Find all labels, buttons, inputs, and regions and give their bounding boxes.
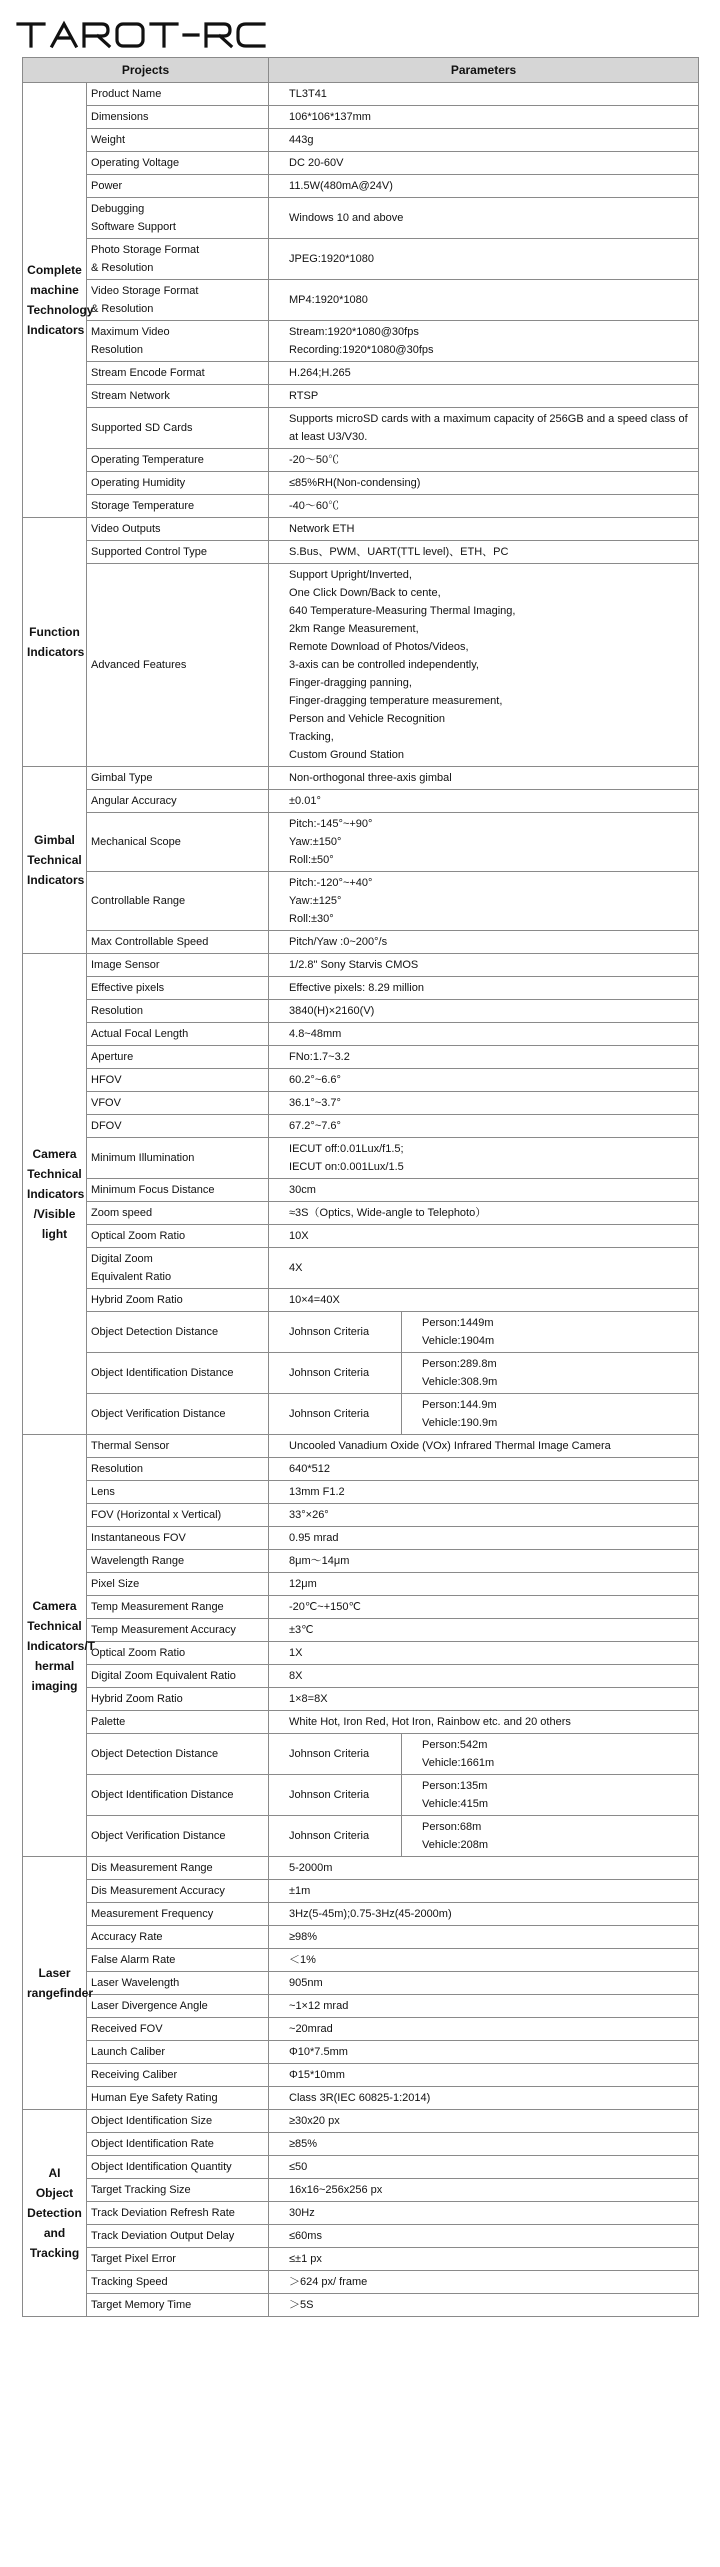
table-row — [23, 1481, 699, 1504]
table-row — [23, 2179, 699, 2202]
spec-criteria: Johnson Criteria — [269, 1353, 402, 1394]
spec-item: Lens — [87, 1481, 269, 1504]
table-row — [23, 2156, 699, 2179]
spec-value: ≤85%RH(Non-condensing) — [269, 472, 699, 495]
spec-value: 11.5W(480mA@24V) — [269, 175, 699, 198]
table-row — [23, 1775, 699, 1816]
spec-item: Effective pixels — [87, 977, 269, 1000]
spec-item: Dimensions — [87, 106, 269, 129]
table-row — [23, 1138, 699, 1179]
spec-value: 30Hz — [269, 2202, 699, 2225]
spec-item: Stream Encode Format — [87, 362, 269, 385]
table-row — [23, 106, 699, 129]
table-row — [23, 362, 699, 385]
spec-item: Hybrid Zoom Ratio — [87, 1289, 269, 1312]
table-row — [23, 1092, 699, 1115]
spec-value: 443g — [269, 129, 699, 152]
spec-value: -20～50℃ — [269, 449, 699, 472]
spec-value: ~1×12 mrad — [269, 1995, 699, 2018]
spec-value: DC 20-60V — [269, 152, 699, 175]
spec-criteria: Johnson Criteria — [269, 1816, 402, 1857]
table-row — [23, 408, 699, 449]
table-row — [23, 1816, 699, 1857]
spec-item: Palette — [87, 1711, 269, 1734]
spec-item: Laser Divergence Angle — [87, 1995, 269, 2018]
spec-item: Product Name — [87, 83, 269, 106]
spec-value: ＞5S — [269, 2294, 699, 2317]
table-row — [23, 2248, 699, 2271]
table-row — [23, 1000, 699, 1023]
spec-value: ≥85% — [269, 2133, 699, 2156]
table-row — [23, 1688, 699, 1711]
section-name: Laser rangefinder — [23, 1857, 87, 2110]
spec-criteria: Johnson Criteria — [269, 1734, 402, 1775]
spec-value: 67.2°~7.6° — [269, 1115, 699, 1138]
table-row — [23, 2225, 699, 2248]
spec-value: ~20mrad — [269, 2018, 699, 2041]
table-row — [23, 1711, 699, 1734]
spec-value: 33°×26° — [269, 1504, 699, 1527]
table-row — [23, 239, 699, 280]
table-row — [23, 2087, 699, 2110]
spec-item: HFOV — [87, 1069, 269, 1092]
table-row — [23, 767, 699, 790]
table-row — [23, 1289, 699, 1312]
spec-value: 1X — [269, 1642, 699, 1665]
table-row — [23, 1179, 699, 1202]
table-row — [23, 321, 699, 362]
spec-value: Non-orthogonal three-axis gimbal — [269, 767, 699, 790]
spec-item: Operating Humidity — [87, 472, 269, 495]
spec-item: Object Verification Distance — [87, 1394, 269, 1435]
spec-value: ＞624 px/ frame — [269, 2271, 699, 2294]
table-row — [23, 1312, 699, 1353]
section-name: Camera Technical Indicators /Visible light — [23, 954, 87, 1435]
table-row — [23, 1642, 699, 1665]
spec-item: Digital Zoom Equivalent Ratio — [87, 1248, 269, 1289]
spec-value: Person:135m Vehicle:415m — [402, 1775, 699, 1816]
spec-value: Φ15*10mm — [269, 2064, 699, 2087]
spec-value: S.Bus、PWM、UART(TTL level)、ETH、PC — [269, 541, 699, 564]
table-row — [23, 1527, 699, 1550]
spec-value: White Hot, Iron Red, Hot Iron, Rainbow etc. and 20 others — [269, 1711, 699, 1734]
spec-value: Supports microSD cards with a maximum capacity of 256GB and a speed class of at least U3/V30. — [269, 408, 699, 449]
spec-value: Φ10*7.5mm — [269, 2041, 699, 2064]
table-row — [23, 2133, 699, 2156]
table-row — [23, 1504, 699, 1527]
spec-value: Pitch/Yaw :0~200°/s — [269, 931, 699, 954]
spec-item: Object Detection Distance — [87, 1734, 269, 1775]
spec-item: Dis Measurement Range — [87, 1857, 269, 1880]
spec-value: 905nm — [269, 1972, 699, 1995]
spec-value: 3Hz(5-45m);0.75-3Hz(45-2000m) — [269, 1903, 699, 1926]
spec-table — [22, 57, 699, 2317]
spec-item: Target Memory Time — [87, 2294, 269, 2317]
spec-item: Resolution — [87, 1000, 269, 1023]
spec-value: Windows 10 and above — [269, 198, 699, 239]
table-row — [23, 280, 699, 321]
spec-item: DFOV — [87, 1115, 269, 1138]
table-row — [23, 1857, 699, 1880]
header-projects: Projects — [23, 58, 269, 83]
spec-value: 1×8=8X — [269, 1688, 699, 1711]
table-row — [23, 1248, 699, 1289]
spec-value: 0.95 mrad — [269, 1527, 699, 1550]
table-row — [23, 385, 699, 408]
spec-item: Supported SD Cards — [87, 408, 269, 449]
spec-criteria: Johnson Criteria — [269, 1394, 402, 1435]
spec-item: Debugging Software Support — [87, 198, 269, 239]
table-row — [23, 931, 699, 954]
spec-item: Operating Voltage — [87, 152, 269, 175]
table-row — [23, 2041, 699, 2064]
spec-item: Object Detection Distance — [87, 1312, 269, 1353]
spec-item: Object Identification Quantity — [87, 2156, 269, 2179]
table-row — [23, 1225, 699, 1248]
spec-value: Support Upright/Inverted, One Click Down/Back to cente, 640 Temperature-Measuring Thermal Imaging, 2km Range Measurement, Remote Download of Photos/Videos, 3-axis can be controlled independently, Finger-dragging panning, Finger-dragging temperature measurement, Person and Vehicle Recognition Tracking, Custom Ground Station — [269, 564, 699, 767]
spec-item: VFOV — [87, 1092, 269, 1115]
spec-value: Stream:1920*1080@30fps Recording:1920*1080@30fps — [269, 321, 699, 362]
spec-value: Person:542m Vehicle:1661m — [402, 1734, 699, 1775]
spec-value: 10×4=40X — [269, 1289, 699, 1312]
spec-value: Pitch:-120°~+40° Yaw:±125° Roll:±30° — [269, 872, 699, 931]
spec-item: Resolution — [87, 1458, 269, 1481]
spec-value: H.264;H.265 — [269, 362, 699, 385]
section-name: AI Object Detection and Tracking — [23, 2110, 87, 2317]
spec-item: Launch Caliber — [87, 2041, 269, 2064]
spec-item: Controllable Range — [87, 872, 269, 931]
spec-item: Thermal Sensor — [87, 1435, 269, 1458]
section-name: Camera Technical Indicators/T hermal imaging — [23, 1435, 87, 1857]
spec-item: Digital Zoom Equivalent Ratio — [87, 1665, 269, 1688]
table-row — [23, 2271, 699, 2294]
spec-item: Photo Storage Format & Resolution — [87, 239, 269, 280]
spec-item: Wavelength Range — [87, 1550, 269, 1573]
spec-item: Received FOV — [87, 2018, 269, 2041]
spec-item: Track Deviation Output Delay — [87, 2225, 269, 2248]
table-row — [23, 1734, 699, 1775]
table-row — [23, 152, 699, 175]
spec-value: -40～60℃ — [269, 495, 699, 518]
table-header-row — [23, 58, 699, 83]
spec-item: Stream Network — [87, 385, 269, 408]
spec-item: Optical Zoom Ratio — [87, 1642, 269, 1665]
table-row — [23, 541, 699, 564]
spec-item: Image Sensor — [87, 954, 269, 977]
spec-value: Uncooled Vanadium Oxide (VOx) Infrared Thermal Image Camera — [269, 1435, 699, 1458]
table-row — [23, 129, 699, 152]
spec-item: Object Verification Distance — [87, 1816, 269, 1857]
table-row — [23, 1435, 699, 1458]
spec-value: 16x16~256x256 px — [269, 2179, 699, 2202]
spec-value: 10X — [269, 1225, 699, 1248]
spec-item: Object Identification Size — [87, 2110, 269, 2133]
table-row — [23, 1023, 699, 1046]
table-row — [23, 1394, 699, 1435]
spec-value: 12μm — [269, 1573, 699, 1596]
spec-value: Person:289.8m Vehicle:308.9m — [402, 1353, 699, 1394]
table-row — [23, 872, 699, 931]
spec-value: ≤±1 px — [269, 2248, 699, 2271]
table-row — [23, 518, 699, 541]
spec-value: -20℃~+150℃ — [269, 1596, 699, 1619]
table-row — [23, 2294, 699, 2317]
spec-value: ≤60ms — [269, 2225, 699, 2248]
spec-item: Instantaneous FOV — [87, 1527, 269, 1550]
spec-value: 13mm F1.2 — [269, 1481, 699, 1504]
spec-item: Minimum Illumination — [87, 1138, 269, 1179]
spec-item: Aperture — [87, 1046, 269, 1069]
spec-item: Pixel Size — [87, 1573, 269, 1596]
spec-value: Person:144.9m Vehicle:190.9m — [402, 1394, 699, 1435]
table-row — [23, 564, 699, 767]
section-name: Complete machine Technology Indicators — [23, 83, 87, 518]
table-row — [23, 1995, 699, 2018]
spec-item: Laser Wavelength — [87, 1972, 269, 1995]
spec-item: Hybrid Zoom Ratio — [87, 1688, 269, 1711]
spec-item: Advanced Features — [87, 564, 269, 767]
spec-value: 36.1°~3.7° — [269, 1092, 699, 1115]
spec-item: Dis Measurement Accuracy — [87, 1880, 269, 1903]
spec-item: Human Eye Safety Rating — [87, 2087, 269, 2110]
spec-item: Accuracy Rate — [87, 1926, 269, 1949]
spec-value: TL3T41 — [269, 83, 699, 106]
spec-item: Temp Measurement Range — [87, 1596, 269, 1619]
spec-value: ±0.01° — [269, 790, 699, 813]
spec-value: Person:1449m Vehicle:1904m — [402, 1312, 699, 1353]
table-row — [23, 1202, 699, 1225]
table-row — [23, 1573, 699, 1596]
table-row — [23, 1115, 699, 1138]
table-row — [23, 2018, 699, 2041]
spec-value: 3840(H)×2160(V) — [269, 1000, 699, 1023]
spec-item: Receiving Caliber — [87, 2064, 269, 2087]
table-row — [23, 1353, 699, 1394]
spec-item: Power — [87, 175, 269, 198]
spec-item: Max Controllable Speed — [87, 931, 269, 954]
spec-value: 8X — [269, 1665, 699, 1688]
spec-item: Angular Accuracy — [87, 790, 269, 813]
table-row — [23, 1550, 699, 1573]
spec-value: ≥30x20 px — [269, 2110, 699, 2133]
spec-item: Actual Focal Length — [87, 1023, 269, 1046]
spec-value: ＜1% — [269, 1949, 699, 1972]
spec-value: ±3℃ — [269, 1619, 699, 1642]
table-row — [23, 83, 699, 106]
spec-value: Network ETH — [269, 518, 699, 541]
spec-item: Object Identification Distance — [87, 1775, 269, 1816]
spec-value: ≤50 — [269, 2156, 699, 2179]
spec-value: ≈3S（Optics, Wide-angle to Telephoto） — [269, 1202, 699, 1225]
spec-item: Track Deviation Refresh Rate — [87, 2202, 269, 2225]
spec-item: Maximum Video Resolution — [87, 321, 269, 362]
spec-item: Tracking Speed — [87, 2271, 269, 2294]
spec-value: RTSP — [269, 385, 699, 408]
spec-value: 30cm — [269, 1179, 699, 1202]
section-name: Gimbal Technical Indicators — [23, 767, 87, 954]
spec-value: MP4:1920*1080 — [269, 280, 699, 321]
spec-value: Person:68m Vehicle:208m — [402, 1816, 699, 1857]
spec-item: Storage Temperature — [87, 495, 269, 518]
table-row — [23, 813, 699, 872]
table-row — [23, 1926, 699, 1949]
table-row — [23, 977, 699, 1000]
spec-item: Video Storage Format & Resolution — [87, 280, 269, 321]
table-row — [23, 1619, 699, 1642]
spec-value: 1/2.8" Sony Starvis CMOS — [269, 954, 699, 977]
table-row — [23, 1665, 699, 1688]
table-row — [23, 954, 699, 977]
header-parameters: Parameters — [269, 58, 699, 83]
table-row — [23, 2110, 699, 2133]
spec-item: Temp Measurement Accuracy — [87, 1619, 269, 1642]
spec-item: FOV (Horizontal x Vertical) — [87, 1504, 269, 1527]
spec-item: Optical Zoom Ratio — [87, 1225, 269, 1248]
table-row — [23, 1903, 699, 1926]
table-row — [23, 790, 699, 813]
spec-item: Supported Control Type — [87, 541, 269, 564]
spec-value: JPEG:1920*1080 — [269, 239, 699, 280]
spec-item: Target Tracking Size — [87, 2179, 269, 2202]
table-row — [23, 2202, 699, 2225]
spec-item: Gimbal Type — [87, 767, 269, 790]
spec-value: 4.8~48mm — [269, 1023, 699, 1046]
spec-item: Operating Temperature — [87, 449, 269, 472]
table-row — [23, 495, 699, 518]
spec-criteria: Johnson Criteria — [269, 1312, 402, 1353]
table-row — [23, 1458, 699, 1481]
spec-item: Mechanical Scope — [87, 813, 269, 872]
spec-item: Measurement Frequency — [87, 1903, 269, 1926]
table-row — [23, 1046, 699, 1069]
table-row — [23, 1880, 699, 1903]
spec-value: ±1m — [269, 1880, 699, 1903]
spec-item: Zoom speed — [87, 1202, 269, 1225]
spec-item: Target Pixel Error — [87, 2248, 269, 2271]
spec-value: FNo:1.7~3.2 — [269, 1046, 699, 1069]
spec-value: Effective pixels: 8.29 million — [269, 977, 699, 1000]
table-row — [23, 198, 699, 239]
table-row — [23, 1949, 699, 1972]
table-row — [23, 2064, 699, 2087]
spec-item: Weight — [87, 129, 269, 152]
section-name: Function Indicators — [23, 518, 87, 767]
spec-value: 640*512 — [269, 1458, 699, 1481]
spec-criteria: Johnson Criteria — [269, 1775, 402, 1816]
spec-item: False Alarm Rate — [87, 1949, 269, 1972]
spec-value: Class 3R(IEC 60825-1:2014) — [269, 2087, 699, 2110]
spec-item: Object Identification Distance — [87, 1353, 269, 1394]
table-row — [23, 1972, 699, 1995]
spec-value: 106*106*137mm — [269, 106, 699, 129]
spec-value: IECUT off:0.01Lux/f1.5; IECUT on:0.001Lux/1.5 — [269, 1138, 699, 1179]
spec-value: ≥98% — [269, 1926, 699, 1949]
spec-item: Minimum Focus Distance — [87, 1179, 269, 1202]
spec-item: Object Identification Rate — [87, 2133, 269, 2156]
spec-item: Video Outputs — [87, 518, 269, 541]
table-row — [23, 449, 699, 472]
spec-value: 8μm～14μm — [269, 1550, 699, 1573]
table-row — [23, 175, 699, 198]
spec-body — [23, 83, 699, 2317]
table-row — [23, 1596, 699, 1619]
logo-wordmark-icon — [14, 12, 274, 52]
spec-value: 60.2°~6.6° — [269, 1069, 699, 1092]
table-row — [23, 472, 699, 495]
spec-value: 4X — [269, 1248, 699, 1289]
spec-value: Pitch:-145°~+90° Yaw:±150° Roll:±50° — [269, 813, 699, 872]
table-row — [23, 1069, 699, 1092]
brand-logo — [14, 12, 274, 52]
spec-value: 5-2000m — [269, 1857, 699, 1880]
